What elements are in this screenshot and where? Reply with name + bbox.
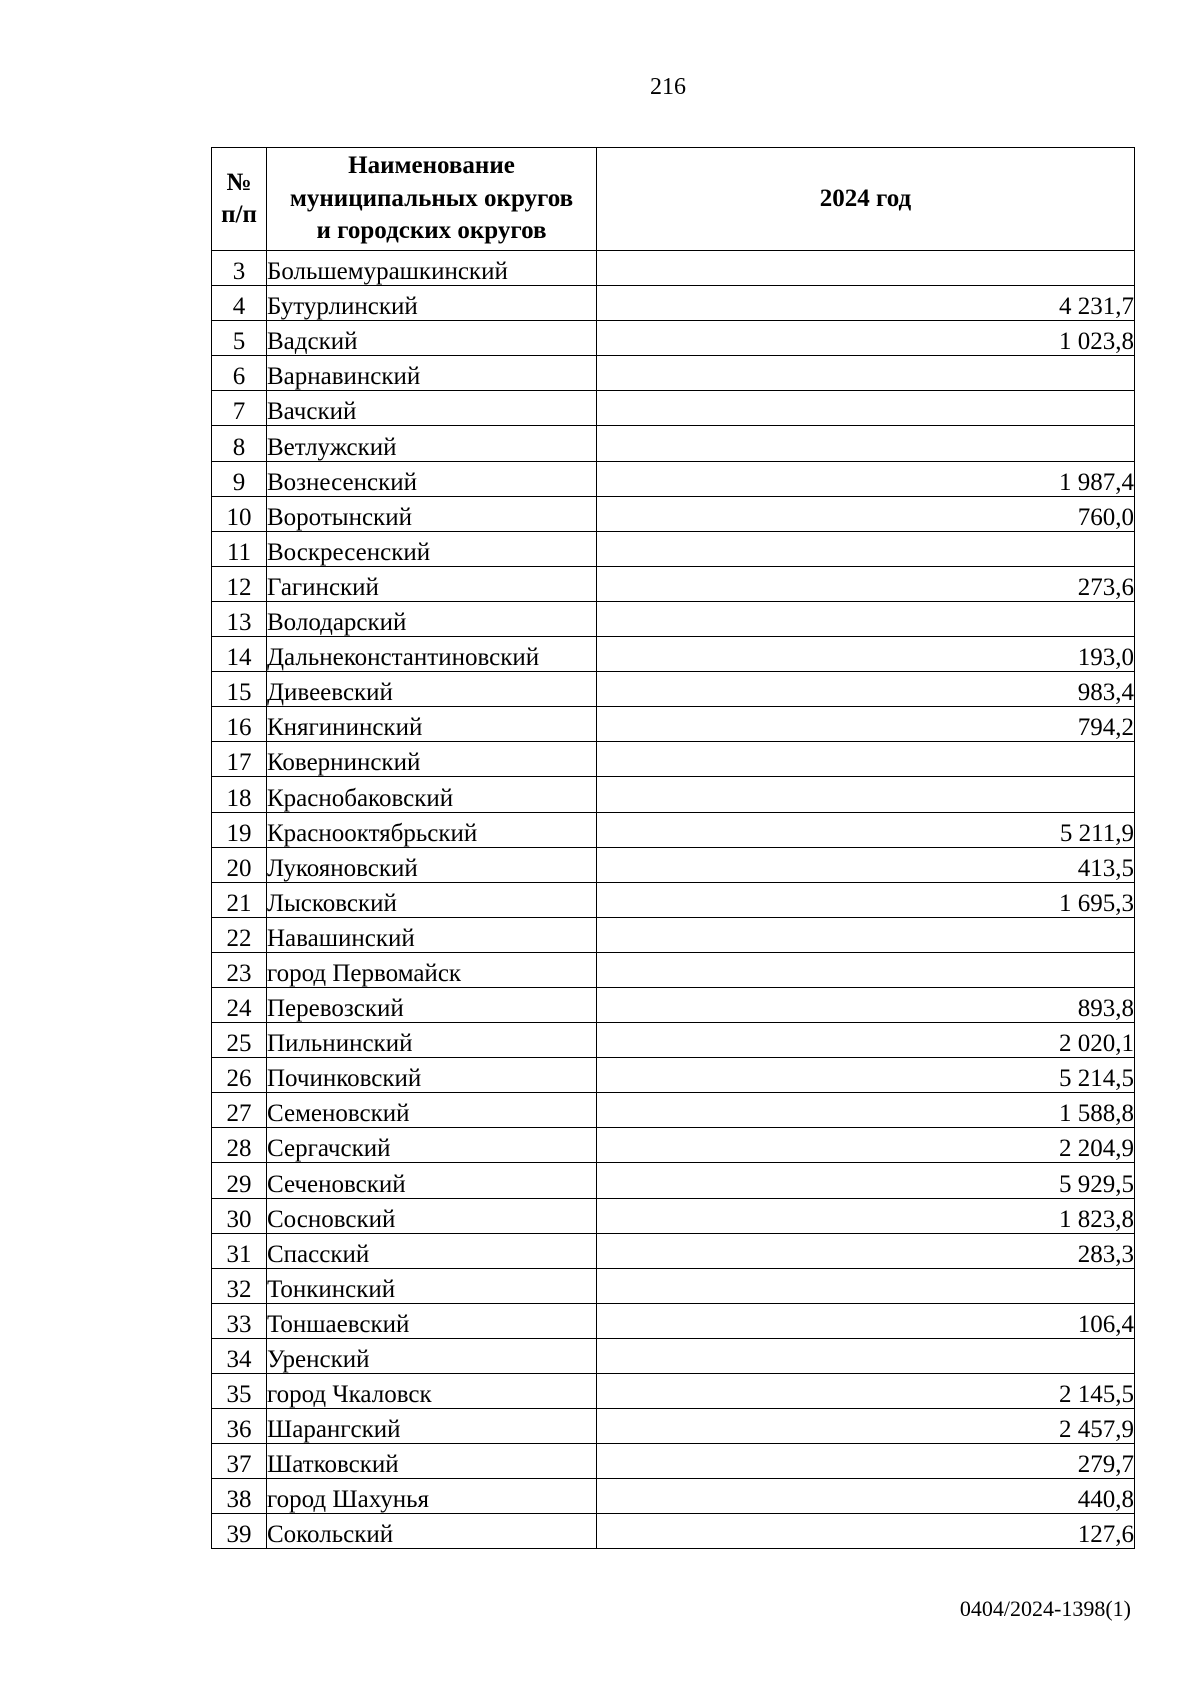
row-value: 127,6: [597, 1514, 1135, 1549]
row-value: 893,8: [597, 987, 1135, 1022]
row-number: 31: [212, 1233, 267, 1268]
row-name: Уренский: [267, 1338, 597, 1373]
row-name: Сеченовский: [267, 1163, 597, 1198]
row-value: 193,0: [597, 637, 1135, 672]
table-row: [212, 987, 1135, 1022]
table-row: [212, 601, 1135, 636]
row-number: 3: [212, 251, 267, 286]
row-name: Семеновский: [267, 1093, 597, 1128]
row-name: Сокольский: [267, 1514, 597, 1549]
row-number: 20: [212, 847, 267, 882]
row-number: 5: [212, 321, 267, 356]
row-value: 760,0: [597, 496, 1135, 531]
row-number: 29: [212, 1163, 267, 1198]
row-number: 16: [212, 707, 267, 742]
row-value: 2 145,5: [597, 1374, 1135, 1409]
row-number: 12: [212, 566, 267, 601]
row-number: 38: [212, 1479, 267, 1514]
row-value: [597, 356, 1135, 391]
row-name: Шатковский: [267, 1444, 597, 1479]
row-name: Лысковский: [267, 882, 597, 917]
header-name: Наименование муниципальных округов и городских округов: [267, 148, 597, 251]
table-body: [212, 251, 1135, 1549]
row-name: Ветлужский: [267, 426, 597, 461]
row-number: 18: [212, 777, 267, 812]
row-name: Вознесенский: [267, 461, 597, 496]
table-row: [212, 777, 1135, 812]
table-row: [212, 1198, 1135, 1233]
row-number: 30: [212, 1198, 267, 1233]
row-value: 413,5: [597, 847, 1135, 882]
row-number: 8: [212, 426, 267, 461]
row-number: 9: [212, 461, 267, 496]
row-value: [597, 917, 1135, 952]
row-value: 4 231,7: [597, 286, 1135, 321]
table-row: [212, 1409, 1135, 1444]
row-name: Варнавинский: [267, 356, 597, 391]
row-value: [597, 251, 1135, 286]
row-number: 7: [212, 391, 267, 426]
row-number: 23: [212, 952, 267, 987]
table-header-row: [212, 148, 1135, 251]
table-row: [212, 1093, 1135, 1128]
row-value: 2 020,1: [597, 1023, 1135, 1058]
row-number: 37: [212, 1444, 267, 1479]
row-number: 25: [212, 1023, 267, 1058]
row-value: [597, 1268, 1135, 1303]
page-number: 216: [650, 74, 686, 100]
row-value: 5 214,5: [597, 1058, 1135, 1093]
table-row: [212, 637, 1135, 672]
table-row: [212, 952, 1135, 987]
row-number: 6: [212, 356, 267, 391]
row-name: Большемурашкинский: [267, 251, 597, 286]
row-value: [597, 426, 1135, 461]
row-value: [597, 777, 1135, 812]
row-name: Дальнеконстантиновский: [267, 637, 597, 672]
table-row: [212, 672, 1135, 707]
row-value: 2 204,9: [597, 1128, 1135, 1163]
row-value: 1 023,8: [597, 321, 1135, 356]
table-row: [212, 847, 1135, 882]
table-row: [212, 882, 1135, 917]
table-row: [212, 286, 1135, 321]
row-value: [597, 601, 1135, 636]
row-name: Починковский: [267, 1058, 597, 1093]
row-number: 13: [212, 601, 267, 636]
row-value: 273,6: [597, 566, 1135, 601]
row-number: 32: [212, 1268, 267, 1303]
row-value: 440,8: [597, 1479, 1135, 1514]
row-value: 794,2: [597, 707, 1135, 742]
row-number: 27: [212, 1093, 267, 1128]
row-name: Ковернинский: [267, 742, 597, 777]
table-row: [212, 1444, 1135, 1479]
row-number: 19: [212, 812, 267, 847]
row-number: 21: [212, 882, 267, 917]
row-value: 1 588,8: [597, 1093, 1135, 1128]
row-name: Лукояновский: [267, 847, 597, 882]
table-row: [212, 391, 1135, 426]
row-name: Вадский: [267, 321, 597, 356]
row-number: 14: [212, 637, 267, 672]
row-number: 4: [212, 286, 267, 321]
table-row: [212, 1233, 1135, 1268]
row-value: [597, 531, 1135, 566]
row-name: Тоншаевский: [267, 1303, 597, 1338]
table-row: [212, 461, 1135, 496]
row-value: 106,4: [597, 1303, 1135, 1338]
row-number: 33: [212, 1303, 267, 1338]
table-row: [212, 531, 1135, 566]
row-name: Тонкинский: [267, 1268, 597, 1303]
row-name: Княгининский: [267, 707, 597, 742]
table-row: [212, 1374, 1135, 1409]
row-number: 11: [212, 531, 267, 566]
table-row: [212, 1163, 1135, 1198]
row-number: 36: [212, 1409, 267, 1444]
row-value: 2 457,9: [597, 1409, 1135, 1444]
row-name: Шарангский: [267, 1409, 597, 1444]
table-row: [212, 496, 1135, 531]
row-number: 17: [212, 742, 267, 777]
data-table: [211, 147, 1135, 1549]
table-row: [212, 1268, 1135, 1303]
row-name: Воскресенский: [267, 531, 597, 566]
row-name: Дивеевский: [267, 672, 597, 707]
row-value: 1 987,4: [597, 461, 1135, 496]
row-name: Спасский: [267, 1233, 597, 1268]
row-number: 24: [212, 987, 267, 1022]
row-number: 15: [212, 672, 267, 707]
table-row: [212, 1479, 1135, 1514]
row-value: 279,7: [597, 1444, 1135, 1479]
row-name: Краснооктябрьский: [267, 812, 597, 847]
row-value: [597, 1338, 1135, 1373]
row-name: Бутурлинский: [267, 286, 597, 321]
row-value: 5 929,5: [597, 1163, 1135, 1198]
row-number: 39: [212, 1514, 267, 1549]
table-row: [212, 707, 1135, 742]
row-name: Володарский: [267, 601, 597, 636]
row-name: Краснобаковский: [267, 777, 597, 812]
row-name: город Первомайск: [267, 952, 597, 987]
row-name: город Шахунья: [267, 1479, 597, 1514]
row-number: 10: [212, 496, 267, 531]
row-value: 1 695,3: [597, 882, 1135, 917]
row-name: Сосновский: [267, 1198, 597, 1233]
row-number: 22: [212, 917, 267, 952]
table-row: [212, 1514, 1135, 1549]
table-row: [212, 917, 1135, 952]
header-year: 2024 год: [597, 148, 1135, 251]
table-row: [212, 321, 1135, 356]
document-code: 0404/2024-1398(1): [959, 1596, 1131, 1621]
row-name: Перевозский: [267, 987, 597, 1022]
table-row: [212, 812, 1135, 847]
row-value: 283,3: [597, 1233, 1135, 1268]
row-number: 35: [212, 1374, 267, 1409]
table-row: [212, 426, 1135, 461]
row-value: [597, 391, 1135, 426]
row-value: 1 823,8: [597, 1198, 1135, 1233]
header-number: № п/п: [212, 148, 267, 251]
row-name: Навашинский: [267, 917, 597, 952]
table-row: [212, 1128, 1135, 1163]
table-row: [212, 1058, 1135, 1093]
row-number: 28: [212, 1128, 267, 1163]
table-row: [212, 1303, 1135, 1338]
row-value: [597, 742, 1135, 777]
row-name: Гагинский: [267, 566, 597, 601]
row-name: Пильнинский: [267, 1023, 597, 1058]
row-value: 983,4: [597, 672, 1135, 707]
row-number: 26: [212, 1058, 267, 1093]
row-value: 5 211,9: [597, 812, 1135, 847]
row-value: [597, 952, 1135, 987]
table-row: [212, 1023, 1135, 1058]
table-row: [212, 1338, 1135, 1373]
table-row: [212, 251, 1135, 286]
row-number: 34: [212, 1338, 267, 1373]
table-row: [212, 566, 1135, 601]
table-row: [212, 742, 1135, 777]
row-name: город Чкаловск: [267, 1374, 597, 1409]
row-name: Сергачский: [267, 1128, 597, 1163]
table-row: [212, 356, 1135, 391]
row-name: Воротынский: [267, 496, 597, 531]
row-name: Вачский: [267, 391, 597, 426]
